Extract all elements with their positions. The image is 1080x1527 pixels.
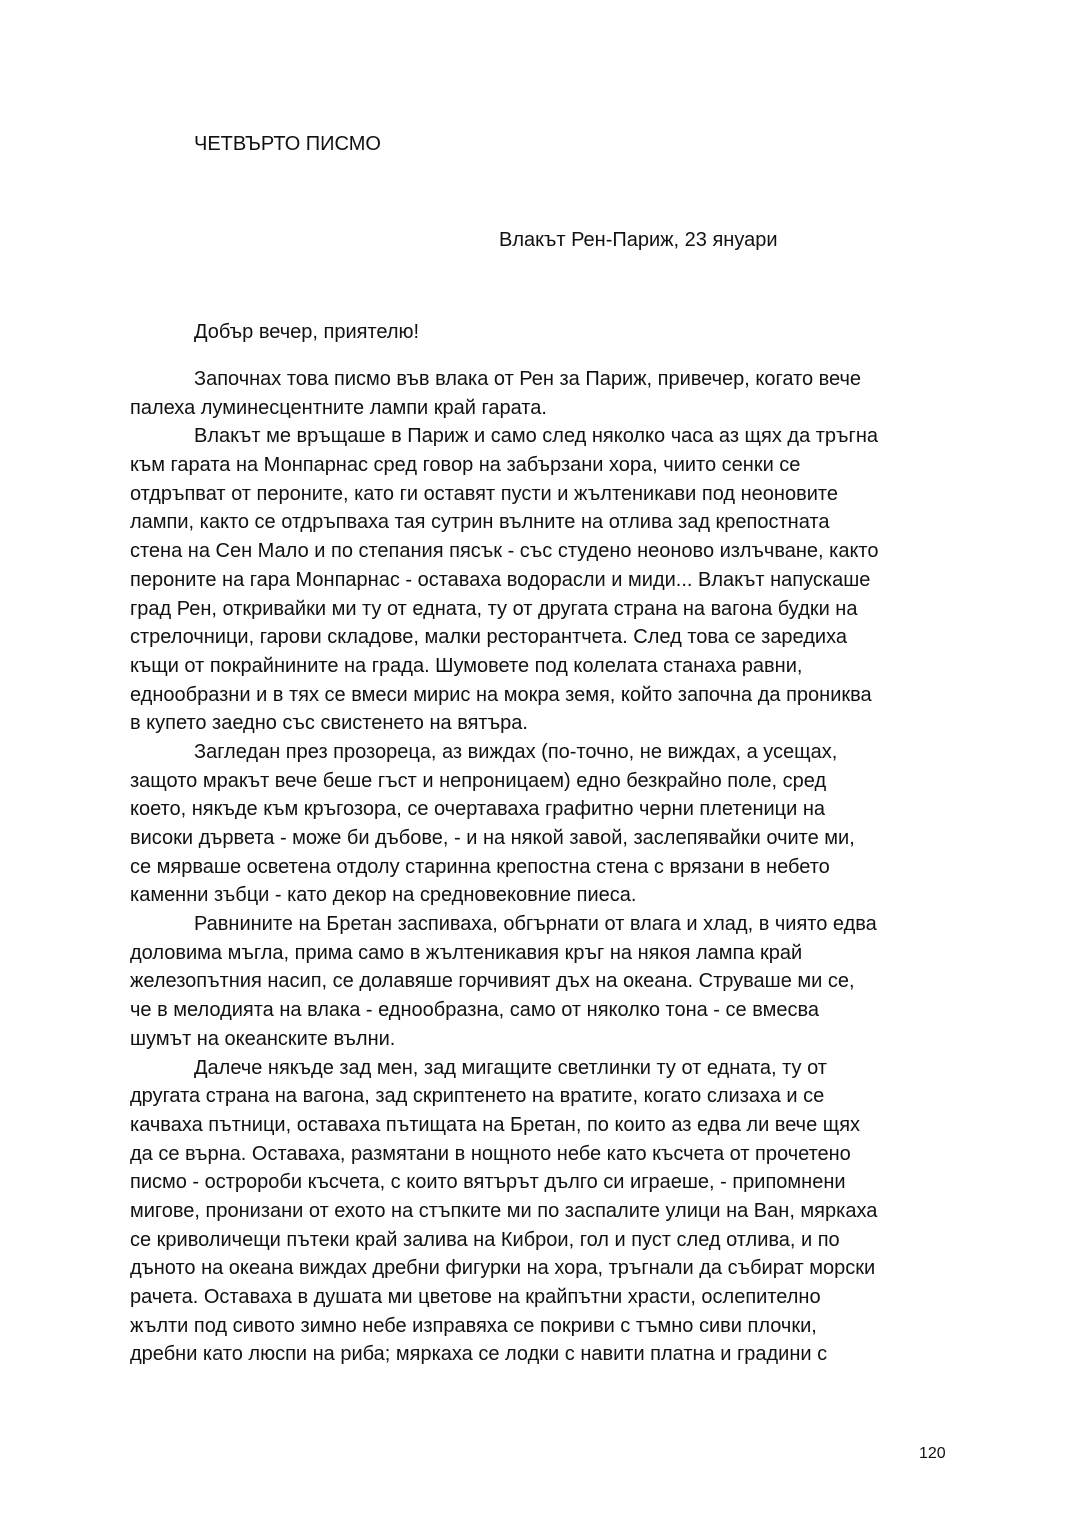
paragraph-first-line: Далече някъде зад мен, зад мигащите светлинки ту от едната, ту от [194, 1056, 827, 1079]
paragraph-line: отдръпват от пероните, като ги оставят пусти и жълтеникави под неоновите [130, 482, 838, 505]
paragraph-line: защото мракът вече беше гъст и непроницаем) едно безкрайно поле, сред [130, 769, 827, 792]
paragraph-line: към гарата на Монпарнас сред говор на забързани хора, чиито сенки се [130, 454, 801, 477]
paragraph-line: качваха пътници, оставаха пътищата на Бретан, по които аз едва ли вече щях [130, 1113, 861, 1136]
dateline: Влакът Рен-Париж, 23 януари [499, 229, 778, 251]
paragraph-line: рачета. Оставаха в душата ми цветове на крайпътни храсти, ослепително [130, 1286, 821, 1308]
paragraph-line: дребни като люспи на риба; мяркаха се лодки с навити платна и градини с [130, 1343, 828, 1366]
paragraph-line: се криволичещи пътеки край залива на Киброи, гол и пуст след отлива, и по [130, 1228, 840, 1251]
paragraph-line: дъното на океана виждах дребни фигурки на хора, тръгнали да събират морски [130, 1257, 876, 1280]
paragraph-line: каменни зъбци - като декор на средновековние пиеса. [130, 884, 637, 907]
paragraph-first-line: Загледан през прозореца, аз виждах (по-точно, не виждах, а усещах, [194, 740, 838, 763]
paragraph-line: лампи, както се отдръпваха тая сутрин вълните на отлива зад крепостната [130, 511, 830, 534]
paragraph-line: еднообразни и в тях се вмеси мирис на мокра земя, който започна да прониква [130, 683, 872, 706]
paragraph-line: къщи от покрайнините на града. Шумовете под колелата станаха равни, [130, 654, 803, 677]
paragraph-first-line: Започнах това писмо във влака от Рен за Париж, привечер, когато вече [194, 368, 862, 390]
paragraph-line: доловима мъгла, прима само в жълтеникавия кръг на някоя лампа край [130, 941, 803, 964]
paragraph-line: мигове, пронизани от ехото на стъпките ми по заспалите улици на Ван, мяркаха [130, 1199, 878, 1222]
paragraph-line: другата страна на вагона, зад скриптенето на вратите, когато слизаха и се [130, 1085, 825, 1108]
paragraph-line: шумът на океанските вълни. [130, 1027, 396, 1050]
paragraph-first-line: Равнините на Бретан заспиваха, обгърнати от влага и хлад, в чиято едва [194, 913, 877, 936]
letter-heading: ЧЕТВЪРТО ПИСМО [194, 133, 381, 155]
paragraph-line: стрелочници, гарови складове, малки ресторантчета. След това се заредиха [130, 626, 847, 649]
page-number: 120 [919, 1445, 946, 1462]
paragraph-line: железопътния насип, се долавяше горчивият дъх на океана. Струваше ми се, [130, 970, 855, 993]
paragraph-line: писмо - остророби късчета, с които вятърът дълго си играеше, - припомнени [130, 1171, 846, 1194]
paragraph-line: палеха луминесцентните лампи край гарата. [130, 396, 547, 419]
paragraph-first-line: Влакът ме връщаше в Париж и само след няколко часа аз щях да тръгна [194, 425, 878, 448]
paragraph-line: да се върна. Оставаха, размятани в нощното небе като късчета от прочетено [130, 1142, 851, 1165]
letter-body [130, 365, 950, 1369]
paragraph-line: в купето заедно със свистенето на вятъра. [130, 712, 528, 735]
paragraph-line: пероните на гара Монпарнас - оставаха водорасли и миди... Влакът напускаше [130, 568, 871, 591]
paragraph-line: жълти под сивото зимно небе изправяха се покриви с тъмно сиви плочки, [130, 1314, 817, 1337]
greeting: Добър вечер, приятелю! [194, 321, 420, 343]
paragraph-line: стена на Сен Мало и по степания пясък - със студено неоново излъчване, както [130, 540, 879, 563]
paragraph-line: че в мелодията на влака - еднообразна, само от няколко тона - се вмесва [130, 999, 819, 1022]
paragraph-line: град Рен, откривайки ми ту от едната, ту от другата страна на вагона будки на [130, 597, 858, 620]
paragraph-line: високи дървета - може би дъбове, - и на някой завой, заслепявайки очите ми, [130, 827, 855, 849]
paragraph-line: което, някъде към кръгозора, се очертаваха графитно черни плетеници на [130, 798, 826, 821]
paragraph-line: се мярваше осветена отдолу старинна крепостна стена с врязани в небето [130, 855, 830, 878]
